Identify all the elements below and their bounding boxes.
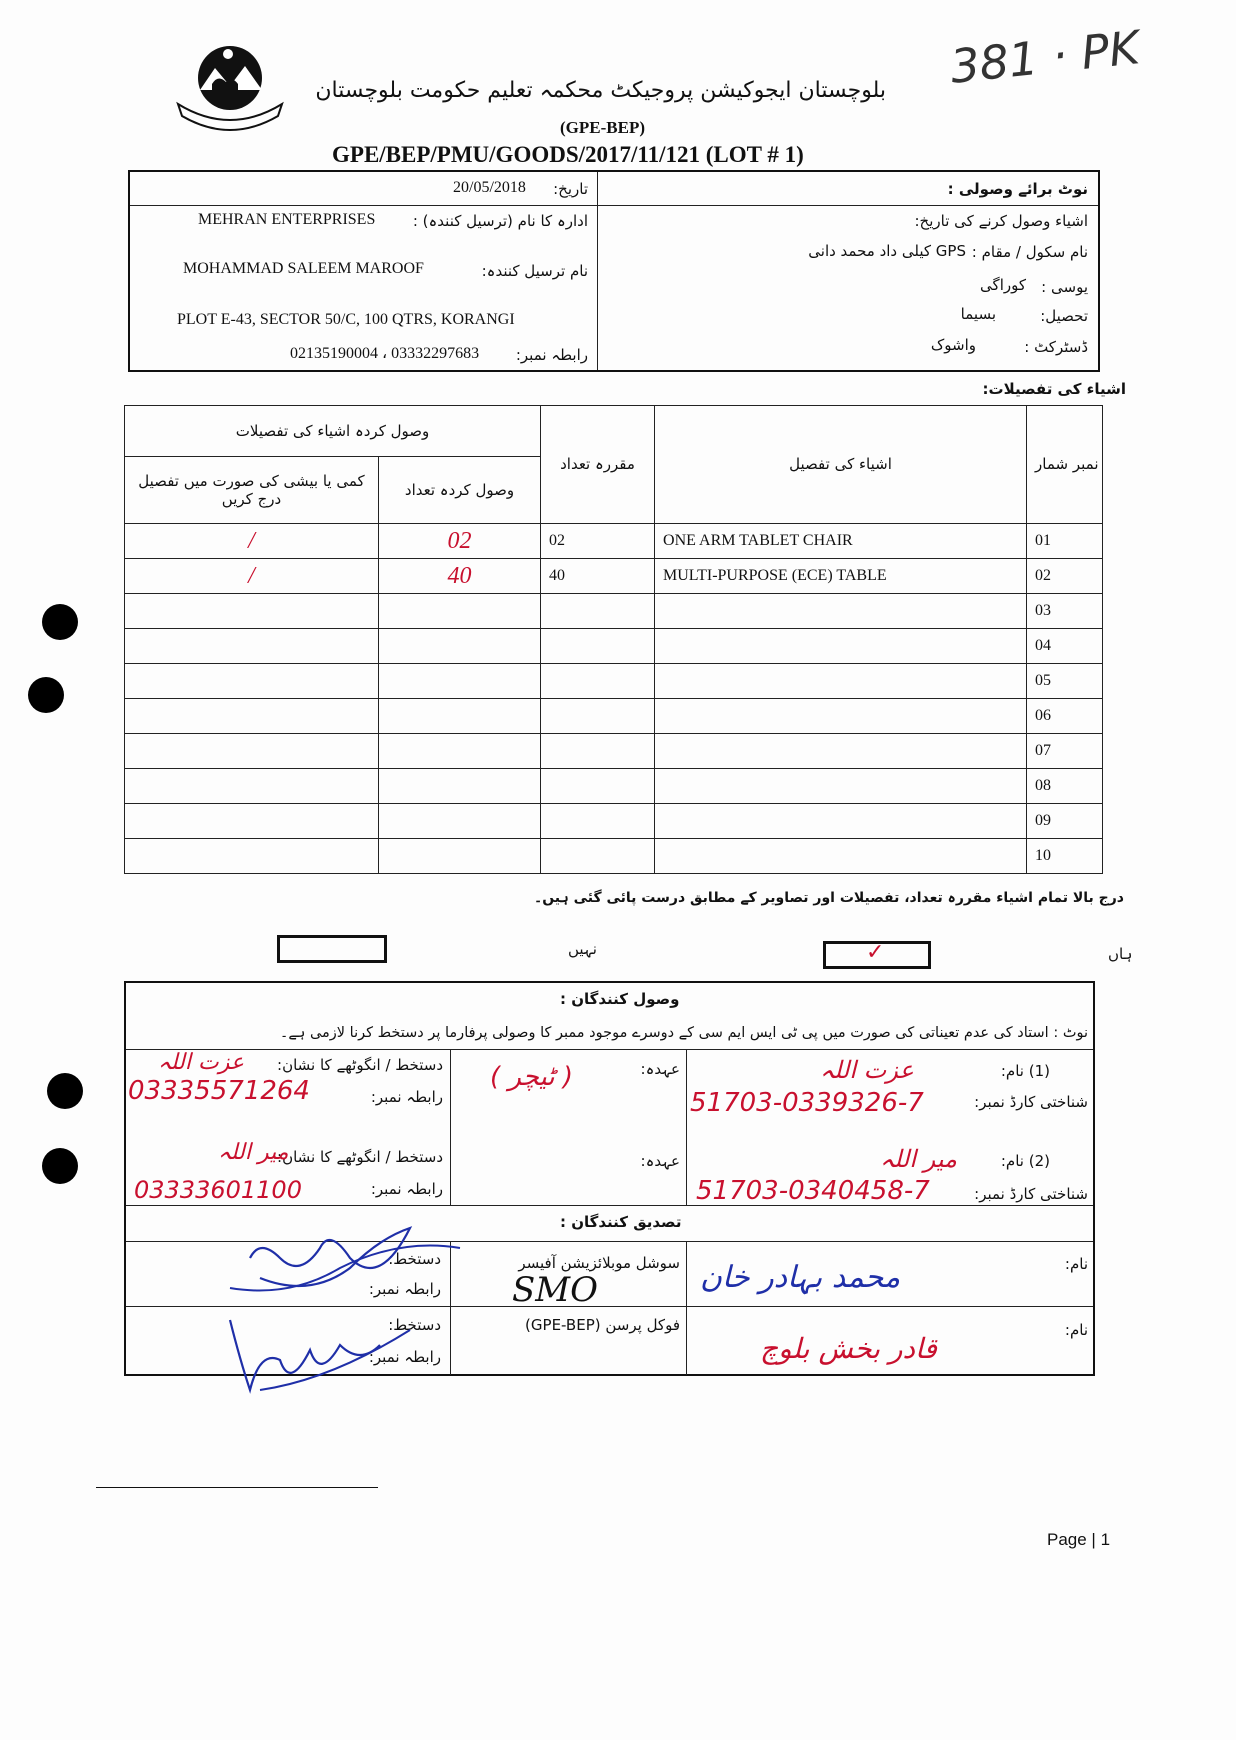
fixed-qty-cell (541, 839, 655, 874)
fixed-qty-cell (541, 734, 655, 769)
yes-checkbox[interactable] (823, 941, 931, 969)
verifier1-contact-label: رابطہ نمبر: (368, 1280, 441, 1298)
receiver2-phone: 03333601100 (134, 1176, 302, 1204)
header-title-urdu: بلوچستان ایجوکیشن پروجیکٹ محکمہ تعلیم حکومت بلوچستان (315, 78, 886, 103)
verifier1-initials: SMO (512, 1270, 598, 1310)
receiver1-phone-label: رابطہ نمبر: (370, 1088, 443, 1106)
uc-value: کوراگی (980, 276, 1026, 294)
description-cell (655, 734, 1027, 769)
school-value: GPS کیلی داد محمد دانی (808, 242, 966, 260)
description-cell (655, 804, 1027, 839)
received-qty-cell (379, 839, 541, 874)
receiver1-cnic: 51703-0339326-7 (690, 1088, 924, 1118)
description-cell (655, 664, 1027, 699)
district-label: ڈسٹرکٹ : (1024, 338, 1088, 356)
description-cell (655, 629, 1027, 664)
receiver1-sign: عزت اللہ (158, 1050, 244, 1075)
remark-cell (125, 699, 379, 734)
yes-checkmark: ✓ (866, 940, 885, 965)
table-row (125, 664, 1103, 699)
table-row (125, 734, 1103, 769)
received-qty-cell (379, 664, 541, 699)
remark-cell (125, 804, 379, 839)
punch-hole (42, 604, 78, 640)
receiver2-cnic-label: شناختی کارڈ نمبر: (974, 1185, 1088, 1203)
fixed-qty-cell: 02 (541, 524, 655, 559)
yes-label: ہاں (1108, 945, 1133, 963)
serial-cell: 09 (1027, 804, 1103, 839)
verifier2-name-label: نام: (1064, 1321, 1088, 1339)
no-checkbox[interactable] (277, 935, 387, 963)
sender-label: نام ترسیل کنندہ: (481, 262, 588, 280)
serial-cell: 03 (1027, 594, 1103, 629)
firm-label: ادارہ کا نام (ترسیل کنندہ) : (412, 212, 588, 230)
verifier1-name-label: نام: (1064, 1255, 1088, 1273)
verifier1-title: سوشل موبلائزیشن آفیسر (518, 1254, 680, 1272)
tehsil-label: تحصیل: (1040, 307, 1088, 325)
receivers-title: وصول کنندگان : (560, 990, 680, 1008)
serial-cell: 01 (1027, 524, 1103, 559)
receiver1-cnic-label: شناختی کارڈ نمبر: (974, 1093, 1088, 1111)
footer-rule (96, 1487, 378, 1488)
receiver1-sign-label: دستخط / انگوٹھے کا نشان: (277, 1056, 443, 1074)
punch-hole (42, 1148, 78, 1184)
balochistan-logo-icon (170, 40, 290, 140)
page-number: Page | 1 (1047, 1530, 1111, 1549)
receiver1-name-label: (1) نام: (1000, 1062, 1050, 1080)
receiver2-name-label: (2) نام: (1000, 1152, 1050, 1170)
received-qty-cell (379, 629, 541, 664)
header-subtitle: (GPE-BEP) (560, 118, 645, 137)
fixed-qty-cell (541, 629, 655, 664)
verifier2-signature (220, 1310, 430, 1400)
description-cell (655, 839, 1027, 874)
items-table (124, 405, 1103, 874)
table-row (125, 559, 1103, 594)
fixed-qty-cell (541, 804, 655, 839)
header-reference: GPE/BEP/PMU/GOODS/2017/11/121 (LOT # 1) (332, 142, 804, 167)
fixed-qty-cell (541, 699, 655, 734)
receiver2-name: میر اللہ (880, 1145, 957, 1173)
remark-cell (125, 664, 379, 699)
verifier2-contact-label: رابطہ نمبر: (368, 1348, 441, 1366)
fixed-qty-header: مقررہ تعداد (541, 406, 655, 524)
description-cell: MULTI-PURPOSE (ECE) TABLE (655, 559, 1027, 594)
date-value: 20/05/2018 (453, 179, 526, 196)
received-qty-cell (379, 769, 541, 804)
verifier2-name: قادر بخش بلوچ (760, 1332, 937, 1365)
description-cell: ONE ARM TABLET CHAIR (655, 524, 1027, 559)
verifier2-title: فوکل پرسن (GPE-BEP) (525, 1316, 680, 1334)
remark-cell (125, 734, 379, 769)
district-value: واشوک (930, 336, 976, 354)
remark-cell (125, 839, 379, 874)
contact-value: 02135190004 ، 03332297683 (290, 345, 480, 362)
tehsil-value: بسیما (960, 305, 996, 323)
no-label: نہیں (568, 940, 597, 958)
verifier1-name: محمد بہادر خان (700, 1260, 901, 1295)
school-label: نام سکول / مقام : (971, 243, 1088, 261)
table-row (125, 629, 1103, 664)
table-row (125, 769, 1103, 804)
received-qty-cell: 02 (379, 524, 541, 559)
receiver1-post: ( ٹیچر ) (490, 1062, 574, 1092)
uc-label: یوسی : (1041, 278, 1088, 296)
receiver1-post-label: عہدہ: (640, 1060, 680, 1078)
remark-cell (125, 594, 379, 629)
table-row (125, 524, 1103, 559)
shortfall-header: کمی یا بیشی کی صورت میں تفصیل درج کریں (125, 457, 379, 524)
received-qty-cell (379, 734, 541, 769)
description-cell (655, 699, 1027, 734)
table-row (125, 839, 1103, 874)
receiver2-post-label: عہدہ: (640, 1152, 680, 1170)
serial-cell: 10 (1027, 839, 1103, 874)
serial-cell: 05 (1027, 664, 1103, 699)
receiver1-name: عزت اللہ (820, 1056, 914, 1084)
verifiers-title: تصدیق کنندگان : (560, 1213, 682, 1231)
punch-hole (47, 1073, 83, 1109)
receiver2-sign-label: دستخط / انگوٹھے کا نشان: (277, 1148, 443, 1166)
receiver2-phone-label: رابطہ نمبر: (370, 1180, 443, 1198)
description-header: اشیاء کی تفصیل (655, 406, 1027, 524)
received-qty-cell (379, 699, 541, 734)
items-section-title: اشیاء کی تفصیلات: (982, 380, 1126, 398)
receive-date-label: اشیاء وصول کرنے کی تاریخ: (914, 212, 1088, 230)
received-qty-cell: 40 (379, 559, 541, 594)
description-cell (655, 594, 1027, 629)
fixed-qty-cell (541, 664, 655, 699)
fixed-qty-cell (541, 594, 655, 629)
fixed-qty-cell: 40 (541, 559, 655, 594)
firm-value: MEHRAN ENTERPRISES (198, 211, 376, 228)
serial-header: نمبر شمار (1027, 406, 1103, 524)
remark-cell (125, 769, 379, 804)
receivers-note: نوٹ : استاد کی عدم تعیناتی کی صورت میں پی ٹی ایس ایم سی کے دوسرے موجود ممبر کا وصولی پرفارما پر دستخط کرنا لازمی ہے۔ (279, 1025, 1088, 1041)
received-qty-header: وصول کردہ تعداد (379, 457, 541, 524)
serial-cell: 08 (1027, 769, 1103, 804)
sender-value: MOHAMMAD SALEEM MAROOF (183, 260, 424, 277)
table-row (125, 699, 1103, 734)
serial-cell: 06 (1027, 699, 1103, 734)
serial-cell: 02 (1027, 559, 1103, 594)
receiver2-sign: میر اللہ (218, 1140, 289, 1165)
description-cell (655, 769, 1027, 804)
remark-cell: / (125, 524, 379, 559)
fixed-qty-cell (541, 769, 655, 804)
serial-cell: 04 (1027, 629, 1103, 664)
received-qty-cell (379, 804, 541, 839)
received-group-header: وصول کردہ اشیاء کی تفصیلات (125, 406, 541, 457)
serial-cell: 07 (1027, 734, 1103, 769)
remark-cell (125, 629, 379, 664)
verifier2-sign-label: دستخط: (388, 1316, 441, 1334)
address-value: PLOT E-43, SECTOR 50/C, 100 QTRS, KORANGI (177, 311, 515, 328)
confirmation-statement: درج بالا تمام اشیاء مقررہ تعداد، تفصیلات اور تصاویر کے مطابق درست پائی گئی ہیں۔ (534, 890, 1124, 906)
received-qty-cell (379, 594, 541, 629)
table-row (125, 594, 1103, 629)
date-label: تاریخ: (553, 180, 588, 198)
receipt-note-label: نوٹ برائے وصولی : (947, 180, 1088, 198)
verifier1-sign-label: دستخط: (388, 1250, 441, 1268)
receiver2-cnic: 51703-0340458-7 (696, 1176, 930, 1206)
contact-label: رابطہ نمبر: (515, 346, 588, 364)
handwritten-reference: 381 · PK (947, 20, 1142, 94)
remark-cell: / (125, 559, 379, 594)
table-row (125, 804, 1103, 839)
punch-hole (28, 677, 64, 713)
receiver1-phone: 03335571264 (128, 1076, 310, 1106)
